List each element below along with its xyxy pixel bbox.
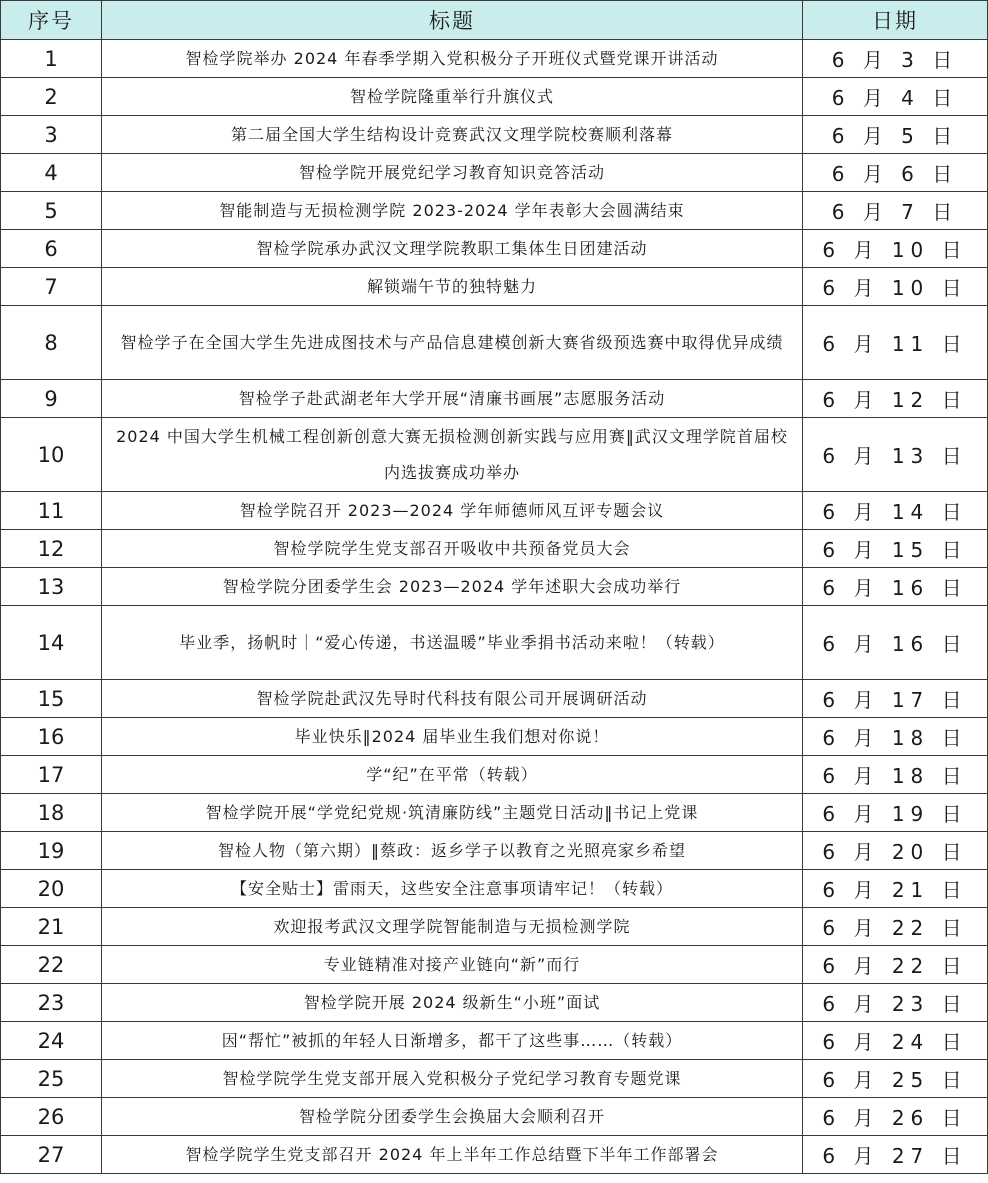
row-title: 智检学院分团委学生会 2023—2024 学年述职大会成功举行 [102, 568, 803, 606]
row-title: 智检学院召开 2023—2024 学年师德师风互评专题会议 [102, 492, 803, 530]
table-row [1, 78, 988, 116]
table-row [1, 306, 988, 380]
row-title: 智检学院学生党支部召开吸收中共预备党员大会 [102, 530, 803, 568]
row-date: 6 月 10 日 [803, 230, 988, 268]
row-number: 25 [1, 1060, 102, 1098]
row-number: 24 [1, 1022, 102, 1060]
table-row [1, 946, 988, 984]
table-row [1, 418, 988, 492]
table-row [1, 230, 988, 268]
row-date: 6 月 16 日 [803, 606, 988, 680]
row-date: 6 月 24 日 [803, 1022, 988, 1060]
row-number: 13 [1, 568, 102, 606]
row-title: 智能制造与无损检测学院 2023-2024 学年表彰大会圆满结束 [102, 192, 803, 230]
table-row [1, 40, 988, 78]
row-number: 10 [1, 418, 102, 492]
row-title: 毕业季，扬帆时｜“爱心传递，书送温暖”毕业季捐书活动来啦！（转载） [102, 606, 803, 680]
row-title: 智检学院开展党纪学习教育知识竞答活动 [102, 154, 803, 192]
row-date: 6 月 15 日 [803, 530, 988, 568]
row-date: 6 月 13 日 [803, 418, 988, 492]
header-no: 序号 [1, 1, 102, 40]
table-row [1, 568, 988, 606]
row-title: 解锁端午节的独特魅力 [102, 268, 803, 306]
row-date: 6 月 3 日 [803, 40, 988, 78]
header-title: 标题 [102, 1, 803, 40]
table-row [1, 380, 988, 418]
row-date: 6 月 10 日 [803, 268, 988, 306]
row-number: 5 [1, 192, 102, 230]
row-number: 17 [1, 756, 102, 794]
row-date: 6 月 22 日 [803, 946, 988, 984]
table-body [1, 40, 988, 1174]
row-number: 27 [1, 1136, 102, 1174]
row-date: 6 月 7 日 [803, 192, 988, 230]
table-row [1, 192, 988, 230]
row-number: 9 [1, 380, 102, 418]
table-row [1, 1022, 988, 1060]
row-number: 3 [1, 116, 102, 154]
row-title: 毕业快乐‖2024 届毕业生我们想对你说！ [102, 718, 803, 756]
row-title: 智检学院学生党支部召开 2024 年上半年工作总结暨下半年工作部署会 [102, 1136, 803, 1174]
row-title: 智检学院举办 2024 年春季学期入党积极分子开班仪式暨党课开讲活动 [102, 40, 803, 78]
row-number: 19 [1, 832, 102, 870]
row-title: 智检学院分团委学生会换届大会顺利召开 [102, 1098, 803, 1136]
row-date: 6 月 27 日 [803, 1136, 988, 1174]
row-number: 23 [1, 984, 102, 1022]
row-date: 6 月 18 日 [803, 756, 988, 794]
row-title: 第二届全国大学生结构设计竞赛武汉文理学院校赛顺利落幕 [102, 116, 803, 154]
row-date: 6 月 14 日 [803, 492, 988, 530]
row-date: 6 月 19 日 [803, 794, 988, 832]
table-row [1, 794, 988, 832]
row-title: 欢迎报考武汉文理学院智能制造与无损检测学院 [102, 908, 803, 946]
row-number: 22 [1, 946, 102, 984]
row-date: 6 月 25 日 [803, 1060, 988, 1098]
row-title: 智检人物（第六期）‖蔡政：返乡学子以教育之光照亮家乡希望 [102, 832, 803, 870]
row-number: 16 [1, 718, 102, 756]
table-row [1, 492, 988, 530]
row-title: 智检学子在全国大学生先进成图技术与产品信息建模创新大赛省级预选赛中取得优异成绩 [102, 306, 803, 380]
row-number: 26 [1, 1098, 102, 1136]
row-date: 6 月 16 日 [803, 568, 988, 606]
table-row [1, 680, 988, 718]
table-row [1, 154, 988, 192]
table-row [1, 718, 988, 756]
row-number: 18 [1, 794, 102, 832]
table-row [1, 606, 988, 680]
table-row [1, 756, 988, 794]
row-date: 6 月 23 日 [803, 984, 988, 1022]
row-title: 智检学院赴武汉先导时代科技有限公司开展调研活动 [102, 680, 803, 718]
header-row [1, 1, 988, 40]
table-row [1, 1136, 988, 1174]
row-date: 6 月 17 日 [803, 680, 988, 718]
table-row [1, 1098, 988, 1136]
row-number: 20 [1, 870, 102, 908]
table-row [1, 870, 988, 908]
row-title: 2024 中国大学生机械工程创新创意大赛无损检测创新实践与应用赛‖武汉文理学院首届校内选拔赛成功举办 [102, 418, 803, 492]
table-row [1, 268, 988, 306]
table-row [1, 530, 988, 568]
row-title: 智检学院开展“学党纪党规·筑清廉防线”主题党日活动‖书记上党课 [102, 794, 803, 832]
row-date: 6 月 6 日 [803, 154, 988, 192]
header-date: 日期 [803, 1, 988, 40]
row-number: 6 [1, 230, 102, 268]
row-title: 智检学院承办武汉文理学院教职工集体生日团建活动 [102, 230, 803, 268]
row-number: 11 [1, 492, 102, 530]
row-date: 6 月 18 日 [803, 718, 988, 756]
row-number: 1 [1, 40, 102, 78]
row-title: 智检学子赴武湖老年大学开展“清廉书画展”志愿服务活动 [102, 380, 803, 418]
row-number: 21 [1, 908, 102, 946]
row-title: 智检学院学生党支部开展入党积极分子党纪学习教育专题党课 [102, 1060, 803, 1098]
row-date: 6 月 22 日 [803, 908, 988, 946]
table-row [1, 116, 988, 154]
row-date: 6 月 26 日 [803, 1098, 988, 1136]
row-date: 6 月 5 日 [803, 116, 988, 154]
row-title: 因“帮忙”被抓的年轻人日渐增多，都干了这些事……（转载） [102, 1022, 803, 1060]
table-row [1, 832, 988, 870]
row-number: 7 [1, 268, 102, 306]
row-number: 2 [1, 78, 102, 116]
row-title: 智检学院开展 2024 级新生“小班”面试 [102, 984, 803, 1022]
row-title: 智检学院隆重举行升旗仪式 [102, 78, 803, 116]
row-number: 4 [1, 154, 102, 192]
table-header [1, 1, 988, 40]
table-row [1, 1060, 988, 1098]
row-date: 6 月 4 日 [803, 78, 988, 116]
row-number: 14 [1, 606, 102, 680]
row-title: 专业链精准对接产业链向“新”而行 [102, 946, 803, 984]
row-number: 8 [1, 306, 102, 380]
row-date: 6 月 12 日 [803, 380, 988, 418]
table-row [1, 984, 988, 1022]
row-title: 【安全贴士】雷雨天，这些安全注意事项请牢记！（转载） [102, 870, 803, 908]
table-row [1, 908, 988, 946]
row-number: 12 [1, 530, 102, 568]
row-date: 6 月 21 日 [803, 870, 988, 908]
row-date: 6 月 11 日 [803, 306, 988, 380]
row-title: 学“纪”在平常（转载） [102, 756, 803, 794]
row-date: 6 月 20 日 [803, 832, 988, 870]
row-number: 15 [1, 680, 102, 718]
